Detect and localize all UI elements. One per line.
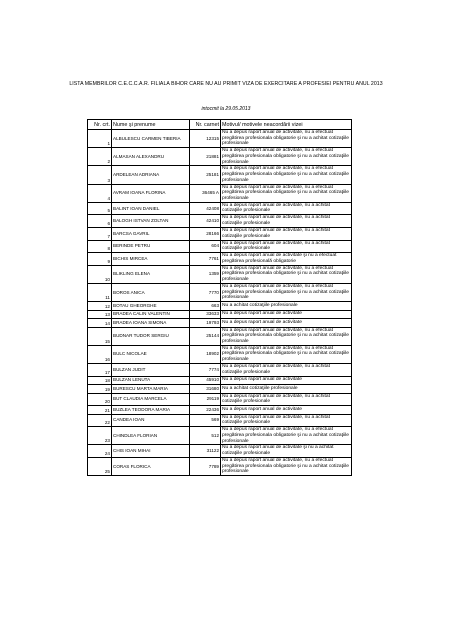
carnet-number: 7770 [190,283,221,301]
table-row [88,427,352,445]
carnet-number: 28166 [190,227,221,240]
member-name: BULZAN JUDIT [112,363,190,376]
table-row [88,166,352,184]
member-name: CHINDLEA FLORIAN [112,427,190,445]
row-number: 6 [88,215,112,228]
reason-text: Nu a depus raport anual de activitate, nu a achitat cotizaţiile profesionale [221,240,352,253]
member-name: BARCSA GAVRIL [112,227,190,240]
carnet-number: 25181 [190,166,221,184]
member-name: BALINT IOAN DANIEL [112,202,190,215]
members-table [87,119,352,476]
table-row [88,310,352,319]
table-row [88,148,352,166]
reason-text: Nu a depus raport anual de activitate, nu a efectuat pregătirea profesionala obligatorie şi nu a achitat cotizaţiile profesionale [221,130,352,148]
member-name: ALBULESCU CARMEN TIBERIA [112,130,190,148]
table-row [88,240,352,253]
reason-text: Nu a depus raport anual de activitate, nu a efectuat pregătirea profesionala obligatorie şi nu a achitat cotizaţiile profesionale [221,148,352,166]
row-number: 19 [88,385,112,394]
row-number: 2 [88,148,112,166]
member-name: BLIKLING ELENA [112,265,190,283]
reason-text: Nu a depus raport anual de activitate, nu a efectuat pregătirea profesionala obligatorie şi nu a achitat cotizaţiile profesionale [221,458,352,476]
row-number: 16 [88,345,112,363]
member-name: BOTAU GHEORGHE [112,302,190,311]
table-header-row [88,120,352,130]
document-title: LISTA MEMBRILOR C.E.C.C.A.R. FILIALA BIHOR CARE NU AU PRIMIT VIZA DE EXERCITARE A PROFESIEI PENTRU ANUL 2013 [69,81,383,87]
row-number: 8 [88,240,112,253]
table-row [88,376,352,385]
member-name: BULC NICOLAE [112,345,190,363]
reason-text: Nu a depus raport anual de activitate [221,310,352,319]
table-row [88,283,352,301]
reason-text: Nu a depus raport anual de activitate, nu a achitat cotizaţiile profesionale [221,227,352,240]
row-number: 5 [88,202,112,215]
row-number: 15 [88,327,112,345]
reason-text: Nu a achitat cotizaţiile profesionale [221,385,352,394]
member-name: BRADEA IOANA SIMONA [112,319,190,328]
reason-text: Nu a depus raport anual de activitate, nu a achitat cotizaţiile profesionale [221,215,352,228]
row-number: 22 [88,414,112,427]
row-number: 25 [88,458,112,476]
table-row [88,363,352,376]
reason-text: Nu a depus raport anual de activitate [221,319,352,328]
table-row [88,265,352,283]
reason-text: Nu a depus raport anual de activitate, nu a achitat cotizaţiile profesionale [221,393,352,406]
row-number: 3 [88,166,112,184]
carnet-number: 1359 [190,265,221,283]
reason-text: Nu a depus raport anual de activitate, nu a efectuat pregătirea profesionala obligatorie şi nu a achitat cotizaţiile profesionale [221,345,352,363]
row-number: 1 [88,130,112,148]
carnet-number: 604 [190,240,221,253]
reason-text: Nu a achitat cotizaţiile profesionale [221,302,352,311]
table-row [88,130,352,148]
carnet-number: 12315 [190,130,221,148]
reason-text: Nu a depus raport anual de activitate, nu a achitat cotizaţiile profesionale [221,414,352,427]
table-row [88,393,352,406]
member-name: BRADEA CALIN VALENTIN [112,310,190,319]
member-name: BOROS ANICA [112,283,190,301]
row-number: 13 [88,310,112,319]
table-row [88,385,352,394]
carnet-number: 7761 [190,253,221,266]
table-row [88,345,352,363]
carnet-number: 31122 [190,445,221,458]
row-number: 11 [88,283,112,301]
carnet-number: 7774 [190,363,221,376]
member-name: BICHIS MIRCEA [112,253,190,266]
header-name: Nume şi prenume [112,120,190,130]
row-number: 24 [88,445,112,458]
member-name: BALOGH ISTVAN ZOLTAN [112,215,190,228]
member-name: BURESCU MARTA MARIA [112,385,190,394]
reason-text: Nu a depus raport anual de activitate [221,406,352,415]
reason-text: Nu a depus raport anual de activitate, nu a efectuat pregătirea profesionala obligatorie şi nu a achitat cotizaţiile profesionale [221,327,352,345]
row-number: 7 [88,227,112,240]
row-number: 17 [88,363,112,376]
table-row [88,227,352,240]
table-row [88,458,352,476]
member-name: CANDEA IOAN [112,414,190,427]
carnet-number: 33633 [190,310,221,319]
row-number: 20 [88,393,112,406]
reason-text: Nu a depus raport anual de activitate, nu a efectuat pregătirea profesionala obligatorie şi nu a achitat cotizaţiile profesionale [221,184,352,202]
reason-text: Nu a depus raport anual de activitate, nu a efectuat pregătirea profesionala obligatorie şi nu a achitat cotizaţiile profesionale [221,427,352,445]
carnet-number: 512 [190,427,221,445]
row-number: 18 [88,376,112,385]
row-number: 12 [88,302,112,311]
carnet-number: 18902 [190,345,221,363]
reason-text: Nu a depus raport anual de activitate, nu a efectuat pregătirea profesionala obligatorie şi nu a achitat cotizaţiile profesionale [221,265,352,283]
member-name: BUZLEA TEODORA MARIA [112,406,190,415]
table-row [88,445,352,458]
member-name: BUDNAR TUDOR SERGIU [112,327,190,345]
header-nr: Nr. crt. [88,120,112,130]
member-name: ARDELEAN ADRIANA [112,166,190,184]
row-number: 9 [88,253,112,266]
table-row [88,202,352,215]
table-row [88,327,352,345]
row-number: 14 [88,319,112,328]
reason-text: Nu a depus raport anual de activitate, nu a achitat cotizaţiile profesionale [221,202,352,215]
header-carnet: Nr. carnet [190,120,221,130]
carnet-number: 663 [190,302,221,311]
carnet-number: 45910 [190,376,221,385]
reason-text: Nu a depus raport anual de activitate, nu a efectuat pregătirea profesionala obligatorie şi nu a achitat cotizaţiile profesionale [221,283,352,301]
member-name: AVRAM IOANA FLORINA [112,184,190,202]
row-number: 21 [88,406,112,415]
carnet-number: 36465 A [190,184,221,202]
member-name: BERINDE PETRU [112,240,190,253]
member-name: ALMASAN ALEXANDRU [112,148,190,166]
header-motiv: Motivul/ motivele neacordării vizei [221,120,352,130]
carnet-number: 29119 [190,393,221,406]
table-row [88,302,352,311]
carnet-number: 21881 [190,148,221,166]
reason-text: Nu a depus raport anual de activitate şi nu a efectuat pregătirea profesională obligatorie [221,253,352,266]
carnet-number: 31680 [190,385,221,394]
carnet-number: 19793 [190,319,221,328]
row-number: 4 [88,184,112,202]
member-name: BULZAN LENUTA [112,376,190,385]
table-row [88,406,352,415]
carnet-number: 42410 [190,215,221,228]
table-row [88,184,352,202]
carnet-number: 569 [190,414,221,427]
member-name: CHIS IOAN MIHAI [112,445,190,458]
table-row [88,414,352,427]
row-number: 23 [88,427,112,445]
carnet-number: 22436 [190,406,221,415]
reason-text: Nu a depus raport anual de activitate, nu a achitat cotizaţiile profesionale [221,363,352,376]
row-number: 10 [88,265,112,283]
reason-text: Nu a depus raport anual de activitate, nu a efectuat pregătirea profesionala obligatorie şi nu a achitat cotizaţiile profesionale [221,166,352,184]
carnet-number: 42408 [190,202,221,215]
document-date: intocmit la 29.05.2013 [201,106,251,112]
table-row [88,319,352,328]
member-name: CORAS FLORICA [112,458,190,476]
carnet-number: 7789 [190,458,221,476]
table-row [88,215,352,228]
carnet-number: 25144 [190,327,221,345]
member-name: BUT CLAUDIA MARCELA [112,393,190,406]
table-row [88,253,352,266]
reason-text: Nu a depus raport anual de activitate şi nu a achitat cotizaţiile profesionale [221,445,352,458]
reason-text: Nu a depus raport anual de activitate [221,376,352,385]
